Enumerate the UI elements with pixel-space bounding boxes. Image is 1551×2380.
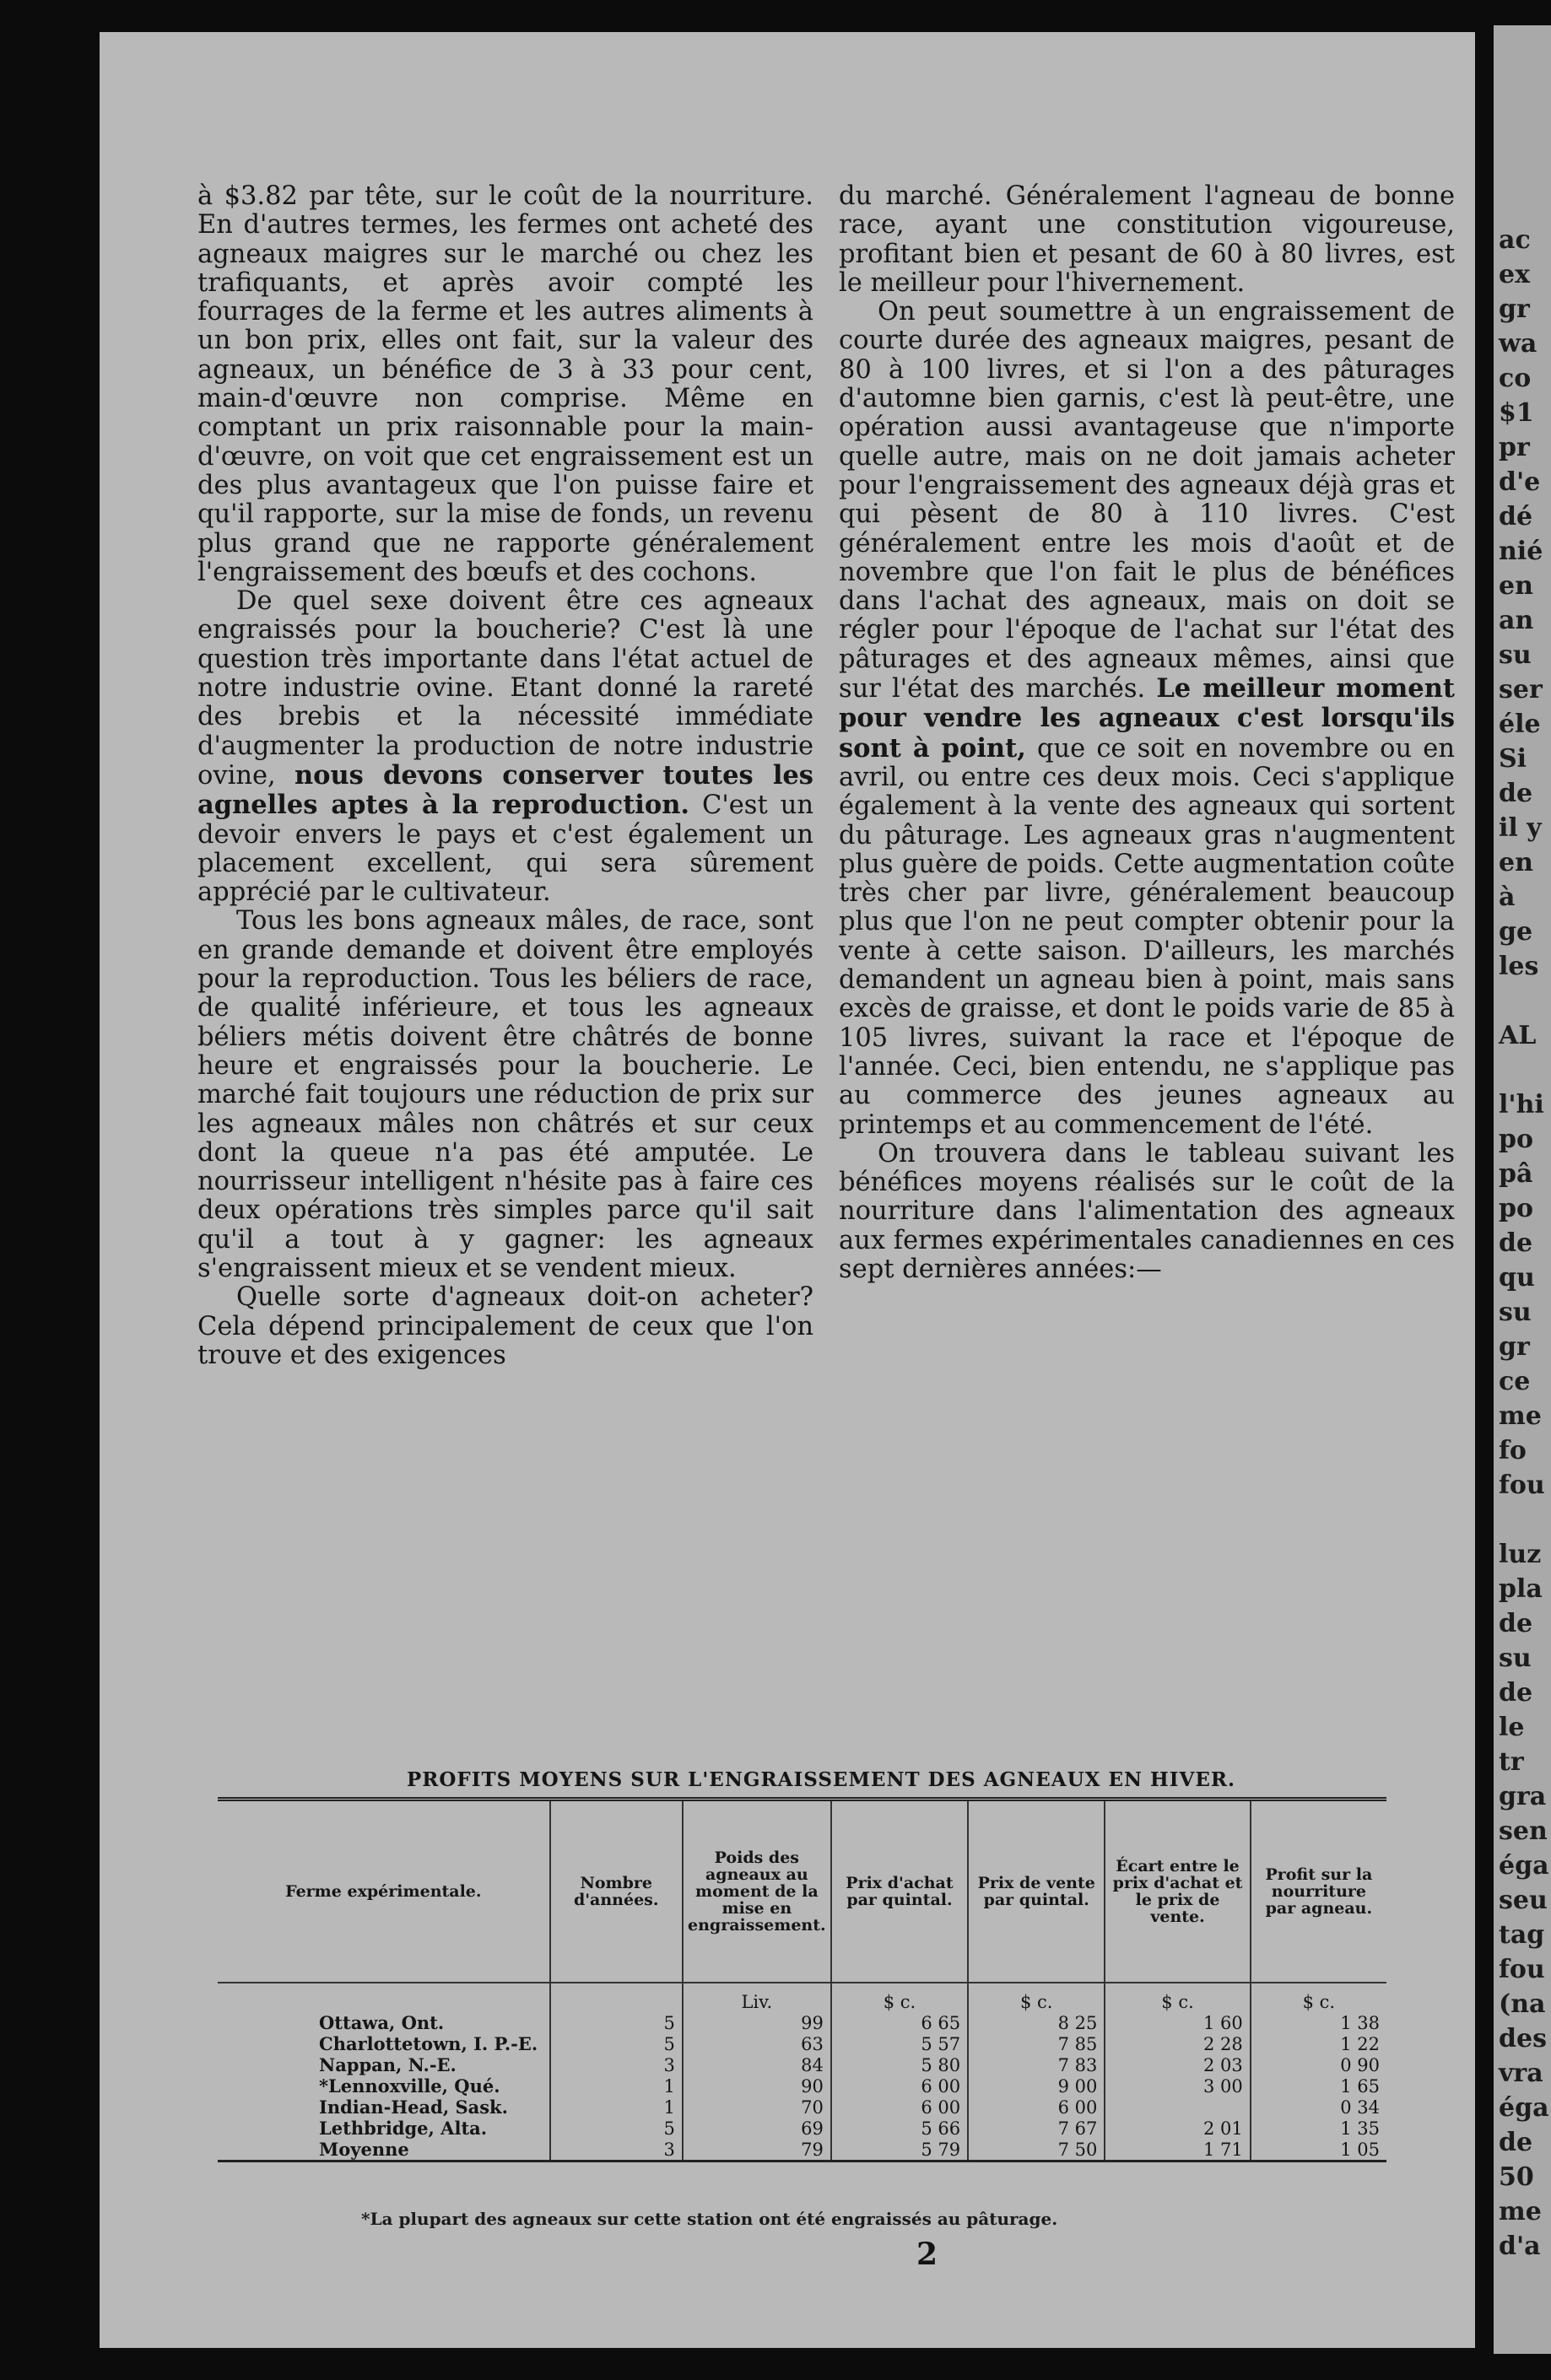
edge-fragment: gr bbox=[1499, 1332, 1530, 1362]
table-cell bbox=[1105, 2097, 1250, 2118]
edge-fragment: à bbox=[1499, 882, 1516, 912]
table-cell: 1 38 bbox=[1251, 2012, 1386, 2033]
paragraph: De quel sexe doivent être ces agneaux engraissés pour la boucherie? C'est là une question très importante dans l'état actuel de notre industrie ovine. Etant donné la rareté des brebis et la nécessité immédiate d'augmenter la production de notre industrie ovine, nous devons conserver toutes les agnelles aptes à la reproduction. C'est un devoir envers le pays et c'est également un placement excellent, qui sera sûrement apprécié par le cultivateur. bbox=[197, 586, 813, 908]
column-header: Nombre d'années. bbox=[550, 1800, 683, 1983]
table-row bbox=[218, 2012, 1386, 2033]
table-cell: 0 90 bbox=[1251, 2054, 1386, 2075]
paragraph: On trouvera dans le tableau suivant les bénéfices moyens réalisés sur le coût de la nourriture dans l'alimentation des agneaux aux fermes expérimentales canadiennes en ces sept dernières années:— bbox=[839, 1138, 1455, 1284]
edge-fragment: de bbox=[1499, 779, 1533, 808]
paragraph: Tous les bons agneaux mâles, de race, sont en grande demande et doivent être employés pour la reproduction. Tous les béliers de race, de qualité inférieure, et tous les agneaux béliers métis doivent être châtrés de bonne heure et engraissés pour la boucherie. Le marché fait toujours une réduction de prix sur les agneaux mâles non châtrés et sur ceux dont la queue n'a pas été amputée. Le nourrisseur intelligent n'hésite pas à faire ces deux opérations très simples parce qu'il sait qu'il a tout à y gagner: les agneaux s'engraissent mieux et se vendent mieux. bbox=[197, 906, 813, 1283]
edge-fragment: en bbox=[1499, 848, 1533, 877]
table-title: PROFITS MOYENS SUR L'ENGRAISSEMENT DES AGNEAUX EN HIVER. bbox=[406, 1768, 1236, 1791]
station-name-cell: Nappan, N.-E. bbox=[319, 2053, 457, 2075]
edge-fragment: le bbox=[1499, 1713, 1525, 1742]
table-cell: 5 57 bbox=[831, 2033, 968, 2054]
table-cell: 8 25 bbox=[968, 2012, 1105, 2033]
table-cell: 69 bbox=[683, 2118, 831, 2139]
edge-fragment: d'a bbox=[1499, 2232, 1541, 2261]
edge-fragment: co bbox=[1499, 364, 1532, 393]
table-cell: 7 85 bbox=[968, 2033, 1105, 2054]
table-row bbox=[218, 2139, 1386, 2161]
table-cell: 2 03 bbox=[1105, 2054, 1250, 2075]
edge-fragment: sen bbox=[1499, 1816, 1548, 1846]
station-name-cell: *Lennoxville, Qué. bbox=[319, 2075, 500, 2097]
table-cell: 90 bbox=[683, 2075, 831, 2097]
table-cell: 70 bbox=[683, 2097, 831, 2118]
bold-emphasis: nous devons conserver toutes les agnelles aptes à la reproduction. bbox=[197, 759, 813, 821]
table-cell: 1 71 bbox=[1105, 2139, 1250, 2161]
edge-fragment: éga bbox=[1499, 2093, 1549, 2123]
column-header: Prix d'achat par quintal. bbox=[831, 1800, 968, 1983]
table-cell: 84 bbox=[683, 2054, 831, 2075]
edge-fragment: les bbox=[1499, 952, 1539, 981]
edge-fragment: an bbox=[1499, 606, 1534, 635]
table-cell: 2 01 bbox=[1105, 2118, 1250, 2139]
table-header-row bbox=[218, 1800, 1386, 1983]
edge-fragment: de bbox=[1499, 1609, 1533, 1638]
edge-fragment: de bbox=[1499, 2128, 1533, 2157]
table-cell: 6 65 bbox=[831, 2012, 968, 2033]
column-header: Écart entre le prix d'achat et le prix de vente. bbox=[1105, 1800, 1250, 1983]
edge-fragment: ge bbox=[1499, 917, 1533, 947]
edge-fragment: fo bbox=[1499, 1436, 1527, 1465]
edge-fragment: il y bbox=[1499, 813, 1542, 843]
edge-fragment: ex bbox=[1499, 260, 1530, 289]
table-cell: 1 bbox=[550, 2097, 683, 2118]
edge-fragment: fou bbox=[1499, 1471, 1545, 1500]
edge-fragment: en bbox=[1499, 571, 1533, 601]
table-row bbox=[218, 2033, 1386, 2054]
page-number: 2 bbox=[916, 2237, 938, 2272]
edge-fragment: ac bbox=[1499, 225, 1531, 255]
table-cell: 5 79 bbox=[831, 2139, 968, 2161]
table-cell: 1 22 bbox=[1251, 2033, 1386, 2054]
edge-fragment: éga bbox=[1499, 1851, 1549, 1881]
edge-fragment: des bbox=[1499, 2024, 1547, 2053]
edge-fragment: seu bbox=[1499, 1886, 1548, 1915]
edge-fragment: vra bbox=[1499, 2059, 1543, 2088]
edge-fragment: tr bbox=[1499, 1747, 1524, 1777]
table-cell: 7 83 bbox=[968, 2054, 1105, 2075]
edge-fragment: gra bbox=[1499, 1782, 1547, 1811]
edge-fragment: tag bbox=[1499, 1920, 1545, 1950]
table-cell: 7 67 bbox=[968, 2118, 1105, 2139]
edge-fragment: éle bbox=[1499, 710, 1541, 739]
table-cell: 0 34 bbox=[1251, 2097, 1386, 2118]
column-header: Ferme expérimentale. bbox=[218, 1800, 550, 1983]
right-text-column bbox=[839, 182, 1455, 1284]
table-cell: 5 bbox=[550, 2033, 683, 2054]
edge-fragment: fou bbox=[1499, 1955, 1545, 1984]
bold-emphasis: Le meilleur moment pour vendre les agneaux c'est lorsqu'ils sont à point, bbox=[839, 673, 1455, 764]
station-name-cell: Indian-Head, Sask. bbox=[319, 2096, 508, 2118]
station-name-cell: Lethbridge, Alta. bbox=[319, 2117, 488, 2139]
document-page bbox=[100, 32, 1475, 2348]
column-header: Poids des agneaux au moment de la mise en engraissement. bbox=[683, 1800, 831, 1983]
table-cell: 99 bbox=[683, 2012, 831, 2033]
edge-fragment: (na bbox=[1499, 1989, 1546, 2019]
edge-fragment: pr bbox=[1499, 433, 1530, 462]
table-cell: 5 bbox=[550, 2118, 683, 2139]
table-cell: 3 bbox=[550, 2139, 683, 2161]
table-cell: 79 bbox=[683, 2139, 831, 2161]
table-row bbox=[218, 2075, 1386, 2097]
edge-fragment: nié bbox=[1499, 537, 1543, 566]
table-cell: 3 bbox=[550, 2054, 683, 2075]
station-name-cell: Charlottetown, I. P.-E. bbox=[319, 2032, 538, 2054]
edge-fragment: d'e bbox=[1499, 467, 1541, 497]
edge-fragment: me bbox=[1499, 2197, 1542, 2226]
paragraph: Quelle sorte d'agneaux doit-on acheter? Cela dépend principalement de ceux que l'on trouve et des exigences bbox=[197, 1282, 813, 1370]
edge-fragment: pla bbox=[1499, 1574, 1543, 1604]
paragraph: du marché. Généralement l'agneau de bonne race, ayant une constitution vigoureuse, profitant bien et pesant de 60 à 80 livres, est le meilleur pour l'hivernement. bbox=[839, 181, 1455, 298]
edge-fragment: su bbox=[1499, 1643, 1532, 1673]
edge-fragment: de bbox=[1499, 1678, 1533, 1708]
adjacent-page-edge bbox=[1494, 25, 1551, 2354]
table-row bbox=[218, 2118, 1386, 2139]
table-cell: 6 00 bbox=[831, 2097, 968, 2118]
edge-fragment: l'hi bbox=[1499, 1090, 1544, 1120]
edge-fragment: 50 bbox=[1499, 2162, 1534, 2192]
table-cell: 5 66 bbox=[831, 2118, 968, 2139]
footnote: *La plupart des agneaux sur cette station ont été engraissés au pâturage. bbox=[361, 2209, 1058, 2229]
column-header: Profit sur la nourriture par agneau. bbox=[1251, 1800, 1386, 1983]
table-cell: 1 65 bbox=[1251, 2075, 1386, 2097]
edge-fragment: po bbox=[1499, 1125, 1533, 1154]
table-cell: 6 00 bbox=[831, 2075, 968, 2097]
table-row bbox=[218, 2097, 1386, 2118]
profit-table bbox=[218, 1797, 1386, 2162]
table-cell: 2 28 bbox=[1105, 2033, 1250, 2054]
edge-fragment: dé bbox=[1499, 502, 1533, 532]
edge-fragment: ce bbox=[1499, 1367, 1531, 1396]
edge-fragment: qu bbox=[1499, 1263, 1535, 1293]
table-cell: 1 05 bbox=[1251, 2139, 1386, 2161]
table-cell: 7 50 bbox=[968, 2139, 1105, 2161]
column-header: Prix de vente par quintal. bbox=[968, 1800, 1105, 1983]
table-cell: 5 bbox=[550, 2012, 683, 2033]
edge-fragment: ser bbox=[1499, 675, 1543, 704]
edge-fragment: pâ bbox=[1499, 1159, 1533, 1189]
edge-fragment: po bbox=[1499, 1194, 1533, 1223]
edge-fragment: me bbox=[1499, 1401, 1542, 1431]
edge-fragment: gr bbox=[1499, 294, 1530, 324]
paragraph: On peut soumettre à un engraissement de courte durée des agneaux maigres, pesant de 80 à 100 livres, et si l'on a des pâturages d'automne bien garnis, c'est là peut-être, une opération aussi avantageuse que n'importe quelle autre, mais on ne doit jamais acheter pour l'engraissement des agneaux déjà gras et qui pèsent de 80 à 110 livres. C'est généralement entre les mois d'août et de novembre que l'on fait le plus de bénéfices dans l'achat des agneaux, mais on doit se régler pour l'époque de l'achat sur l'état des pâturages et des agneaux mêmes, ainsi que sur l'état des marchés. Le meilleur moment pour vendre les agneaux c'est lorsqu'ils sont à point, que ce soit en novembre ou en avril, ou entre ces deux mois. Ceci s'applique également à la vente des agneaux qui sortent du pâturage. Les agneaux gras n'augmentent plus guère de poids. Cette augmentation coûte très cher par livre, généralement beaucoup plus que l'on ne peut compter obtenir pour la vente à cette saison. D'ailleurs, les marchés demandent un agneau bien à point, mais sans excès de graisse, et dont le poids varie de 85 à 105 livres, suivant la race et l'époque de l'année. Ceci, bien entendu, ne s'applique pas au commerce des jeunes agneaux au printemps et au commencement de l'été. bbox=[839, 297, 1455, 1140]
table-cell: 9 00 bbox=[968, 2075, 1105, 2097]
table-cell: 1 bbox=[550, 2075, 683, 2097]
station-name-cell: Ottawa, Ont. bbox=[319, 2011, 445, 2033]
edge-fragment: $1 bbox=[1499, 398, 1534, 428]
edge-fragment: AL bbox=[1499, 1021, 1537, 1050]
table-cell: 3 00 bbox=[1105, 2075, 1250, 2097]
edge-fragment: Si bbox=[1499, 744, 1527, 774]
table-cell: 1 35 bbox=[1251, 2118, 1386, 2139]
table-cell: 1 60 bbox=[1105, 2012, 1250, 2033]
table-cell: 5 80 bbox=[831, 2054, 968, 2075]
edge-fragment: wa bbox=[1499, 329, 1537, 359]
table-cell: 63 bbox=[683, 2033, 831, 2054]
station-name-cell: Moyenne bbox=[319, 2138, 409, 2160]
edge-fragment: luz bbox=[1499, 1540, 1542, 1569]
left-text-column bbox=[197, 182, 813, 1370]
table-cell: 6 00 bbox=[968, 2097, 1105, 2118]
table-row bbox=[218, 2054, 1386, 2075]
paragraph: à $3.82 par tête, sur le coût de la nourriture. En d'autres termes, les fermes ont acheté des agneaux maigres sur le marché ou chez les trafiquants, et après avoir compté les fourrages de la ferme et les autres aliments à un bon prix, elles ont fait, sur la valeur des agneaux, un bénéfice de 3 à 33 pour cent, main-d'œuvre non comprise. Même en comptant un prix raisonnable pour la main-d'œuvre, on voit que cet engraissement est un des plus avantageux que l'on puisse faire et qu'il rapporte, sur la mise de fonds, un revenu plus grand que ne rapporte généralement l'engraissement des bœufs et des cochons. bbox=[197, 181, 813, 587]
edge-fragment: su bbox=[1499, 1298, 1532, 1327]
edge-fragment: de bbox=[1499, 1228, 1533, 1258]
edge-fragment: su bbox=[1499, 640, 1532, 670]
units-row: Liv. $ c. $ c. $ c. $ c. bbox=[218, 1983, 1386, 2012]
